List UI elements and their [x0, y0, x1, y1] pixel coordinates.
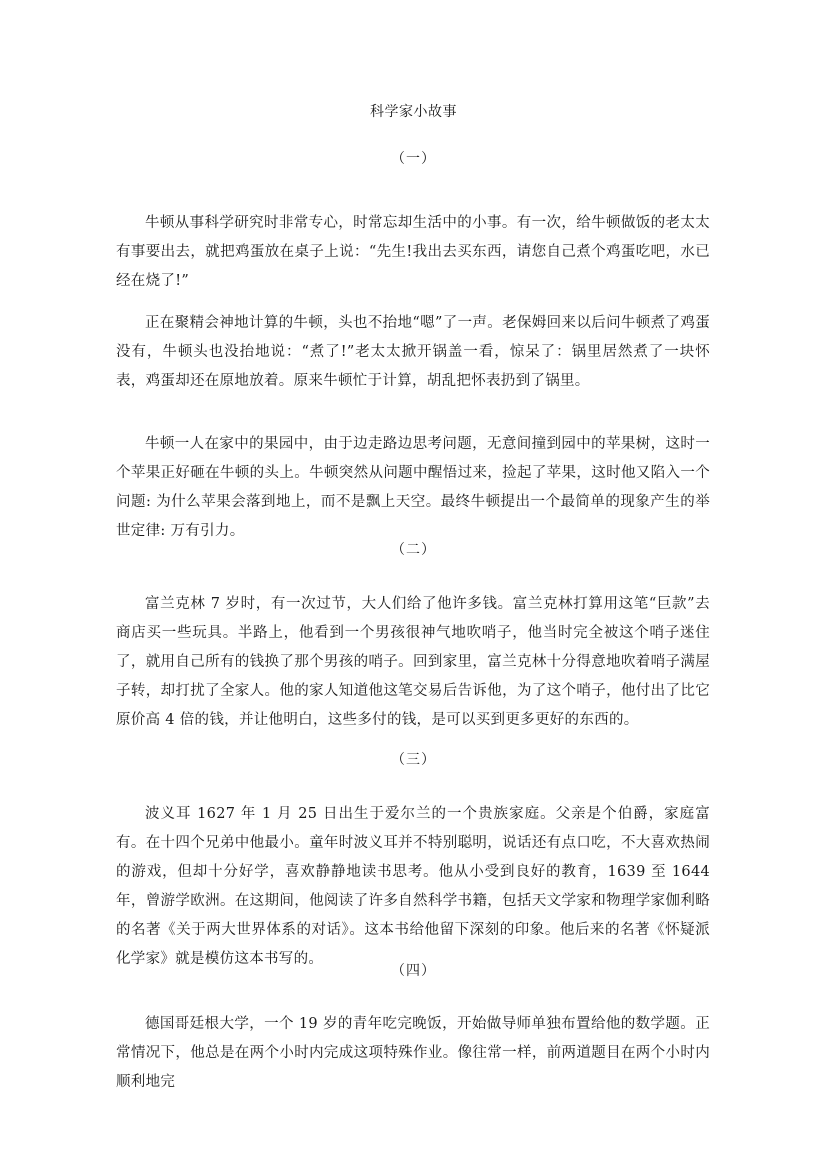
paragraph: 牛顿从事科学研究时非常专心，时常忘却生活中的小事。有一次，给牛顿做饭的老太太有事要出去，就把鸡蛋放在桌子上说：“先生!我出去买东西，请您自己煮个鸡蛋吃吧，水已经在烧了!” — [116, 215, 710, 289]
paragraph: 牛顿一人在家中的果园中，由于边走路边思考问题，无意间撞到园中的苹果树，这时一个苹果正好砸在牛顿的头上。牛顿突然从问题中醒悟过来，捡起了苹果，这时他又陷入一个问题: 为什么苹果会落到地上，而不是飘上天空。最终牛顿提出一个最简单的现象产生的举世定律: 万有引力。 — [116, 436, 710, 539]
section-heading-2: （二） — [391, 542, 436, 558]
paragraph: 波义耳 1627 年 1 月 25 日出生于爱尔兰的一个贵族家庭。父亲是个伯爵，家庭富有。在十四个兄弟中他最小。童年时波义耳并不特别聪明，说话还有点口吃，不大喜欢热闹的游戏，但却十分好学，喜欢静静地读书思考。他从小受到良好的教育，1639 至 1644 年，曾游学欧洲。在这期间，他阅读了许多自然科学书籍，包括天文学家和物理学家伽利略的名著《关于两大世界体系的对话》。这本书给他留下深刻的印象。他后来的名著《怀疑派化学家》就是模仿这本书写的。 — [116, 806, 710, 967]
paragraph: 正在聚精会神地计算的牛顿，头也不抬地“嗯”了一声。老保姆回来以后问牛顿煮了鸡蛋没有，牛顿头也没抬地说：“煮了!”老太太掀开锅盖一看，惊呆了：锅里居然煮了一块怀表，鸡蛋却还在原地放着。原来牛顿忙于计算，胡乱把怀表扔到了锅里。 — [116, 315, 710, 389]
section-heading-4: （四） — [391, 963, 436, 979]
paragraph: 德国哥廷根大学，一个 19 岁的青年吃完晚饭，开始做导师单独布置给他的数学题。正常情况下，他总是在两个小时内完成这项特殊作业。像往常一样，前两道题目在两个小时内顺利地完 — [116, 1016, 710, 1090]
paragraph: 富兰克林 7 岁时，有一次过节，大人们给了他许多钱。富兰克林打算用这笔“巨款”去商店买一些玩具。半路上，他看到一个男孩很神气地吹哨子，他当时完全被这个哨子迷住了，就用自己所有的钱换了那个男孩的哨子。回到家里，富兰克林十分得意地吹着哨子满屋子转，却打扰了全家人。他的家人知道他这笔交易后告诉他，为了这个哨子，他付出了比它原价高 4 倍的钱，并让他明白，这些多付的钱，是可以买到更多更好的东西的。 — [116, 596, 710, 728]
section-heading-1: （一） — [391, 151, 436, 167]
section-heading-3: （三） — [391, 752, 436, 768]
document-title: 科学家小故事 — [370, 104, 457, 120]
